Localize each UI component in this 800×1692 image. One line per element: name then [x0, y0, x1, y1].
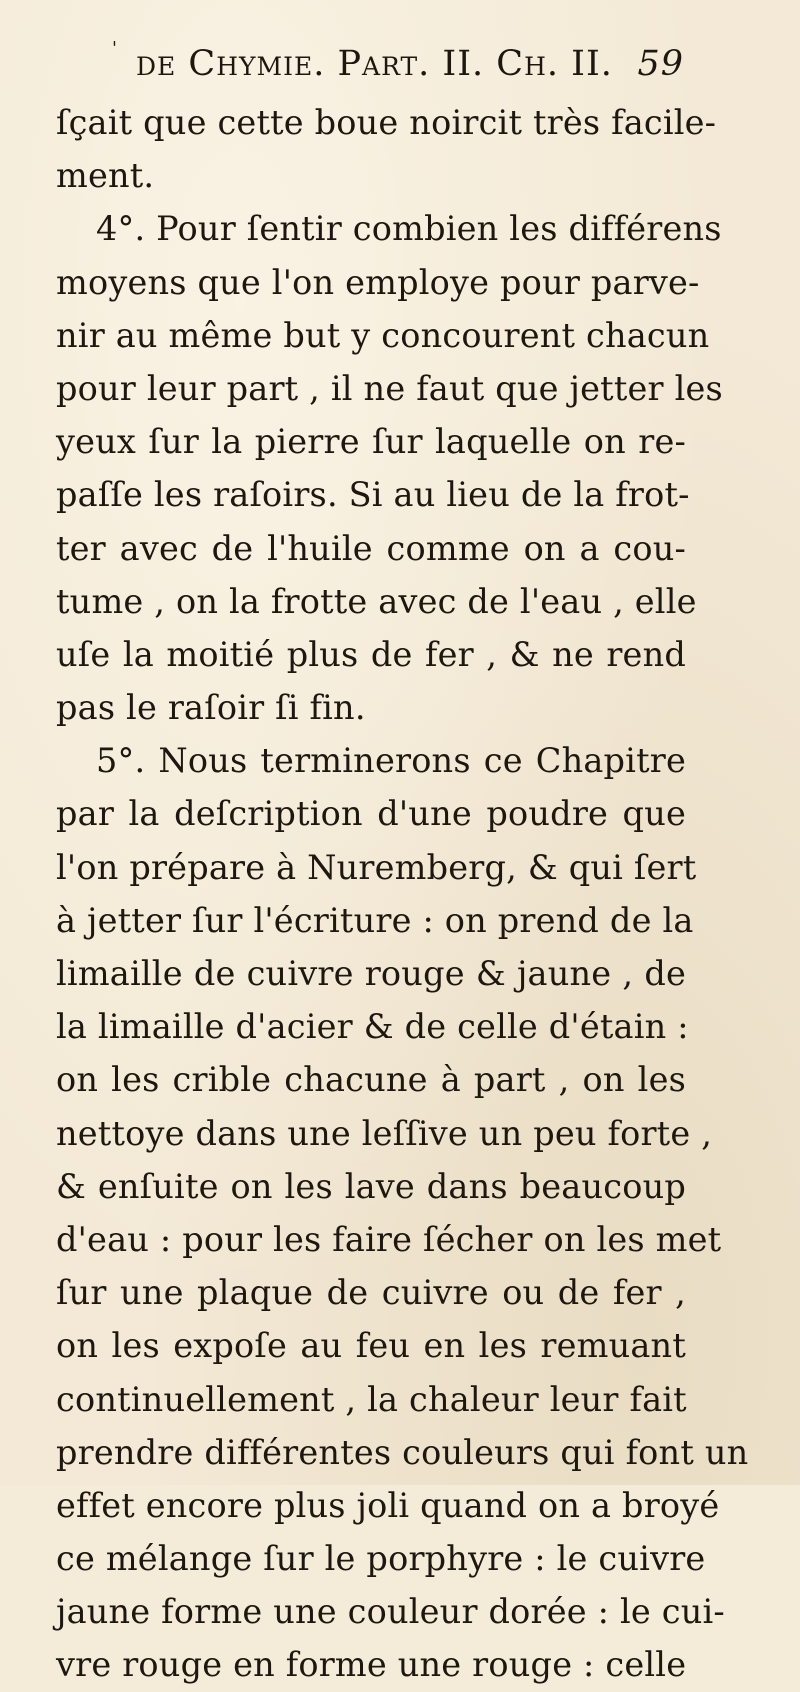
page-header: [112, 38, 684, 94]
running-head: de Chymie. Part. II. Ch. II.: [136, 44, 613, 84]
text-line: & enſuite on les lave dans beaucoup: [56, 1166, 686, 1206]
text-line: effet encore plus joli quand on a broyé: [56, 1485, 720, 1525]
text-line: continuellement , la chaleur leur fait: [56, 1379, 687, 1419]
text-line: ment.: [56, 156, 155, 196]
text-line: la limaille d'acier & de celle d'étain :: [56, 1007, 689, 1047]
text-line: nettoye dans une leſſive un peu forte ,: [56, 1113, 713, 1153]
text-line: on les expoſe au feu en les remuant: [56, 1326, 686, 1366]
text-line: prendre différentes couleurs qui font un: [56, 1432, 749, 1472]
text-line: yeux ſur la pierre ſur laquelle on re-: [56, 422, 686, 462]
text-line: pour leur part , il ne faut que jetter les: [56, 368, 723, 408]
text-line: jaune forme une couleur dorée : le cui-: [56, 1592, 725, 1632]
text-line: on les crible chacune à part , on les: [56, 1060, 686, 1100]
text-line: d'eau : pour les faire ſécher on les met: [56, 1219, 722, 1259]
text-line: l'on prépare à Nuremberg, & qui ſert: [56, 847, 697, 887]
text-line: ſur une plaque de cuivre ou de fer ,: [56, 1273, 686, 1313]
text-line: pas le raſoir ſi fin.: [56, 688, 366, 728]
page-number: 59: [637, 44, 684, 84]
text-line: uſe la moitié plus de fer , & ne rend: [56, 634, 686, 674]
paragraph-5-start: 5°. Nous terminerons ce Chapitre: [96, 741, 686, 781]
text-line: tume , on la frotte avec de l'eau , elle: [56, 581, 697, 621]
text-line: vre rouge en forme une rouge : celle: [56, 1645, 687, 1685]
text-line: paſſe les raſoirs. Si au lieu de la frot-: [56, 475, 690, 515]
text-line: ſçait que cette boue noircit très facile-: [56, 103, 717, 142]
text-line: par la deſcription d'une poudre que: [56, 794, 686, 834]
text-line: moyens que l'on employe pour parve-: [56, 262, 700, 302]
text-line: à jetter ſur l'écriture : on prend de la: [56, 900, 694, 940]
text-line: ter avec de l'huile comme on a cou-: [56, 528, 686, 568]
text-line: limaille de cuivre rouge & jaune , de: [56, 954, 686, 993]
header-tick-mark: ': [112, 38, 118, 59]
body-text: [56, 96, 749, 1692]
paragraph-4-start: 4°. Pour ſentir combien les différens: [96, 209, 722, 249]
text-line: nir au même but y concourent chacun: [56, 315, 710, 355]
text-line: ce mélange ſur le porphyre : le cuivre: [56, 1539, 706, 1579]
